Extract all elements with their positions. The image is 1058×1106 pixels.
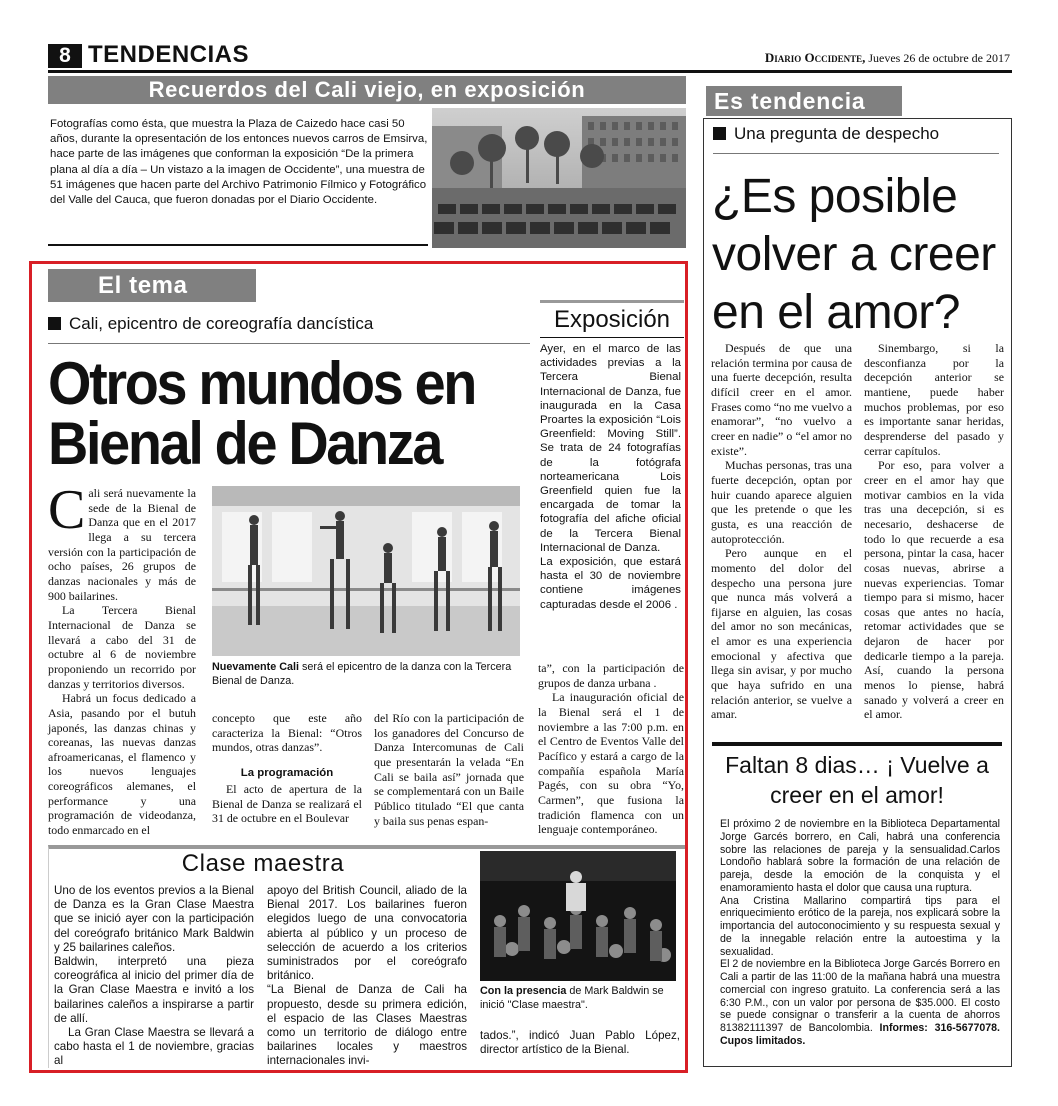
dancers-photo-caption	[212, 661, 522, 688]
header-rule	[48, 70, 1012, 73]
body-paragraph: La Tercera Bienal Internacional de Danza se llevará a cabo del 31 de octubre al 6 de noviembre proponiendo un recorrido por danzas y territorios diversos.	[48, 603, 196, 691]
el-tema-kicker	[48, 314, 373, 334]
clase-maestra-column-2	[267, 884, 467, 1069]
faltan-title: Faltan 8 dias… ¡ Vuelve a creer en el amor!	[725, 752, 989, 808]
publication-name: Diario Occidente,	[764, 50, 866, 65]
caption-text: de Mark Baldwin se inició "Clase maestra".	[480, 985, 664, 1011]
dancers-photo	[212, 486, 520, 656]
es-tendencia-column-1	[711, 341, 852, 722]
clase-maestra-caption	[480, 985, 680, 1012]
el-tema-label: El tema	[48, 269, 256, 302]
body-paragraph: tados.”, indicó Juan Pablo López, director artístico de la Bienal.	[480, 1029, 680, 1057]
square-bullet-icon	[48, 317, 61, 330]
square-bullet-icon	[713, 127, 726, 140]
article-column-3	[374, 711, 524, 828]
body-paragraph: Por eso, para volver a creer en el amor hay que motivar cambios en la vida tras una decepción, si es necesario, deshacerse de todo lo que recuerde a esa persona, pintar la casa, hacer cosas nuevas, abrirse a nuevas experiencias. Tomar tiempo para si mismo, hacer cosas que antes no hacía, retomar actividades que se dejaron de hacer por dedicarle tiempo a la pareja. Así, cuando la persona menos lo piense, habrá sanado y volverá a creer en el amor.	[864, 458, 1004, 722]
recuerdos-rule	[48, 244, 428, 246]
plaza-caizedo-photo	[432, 108, 686, 248]
headline: Otros mundos en Bienal de Danza	[48, 350, 476, 477]
article-column-2	[212, 711, 362, 826]
body-paragraph: ta”, con la participación de grupos de danza urbana .	[538, 661, 684, 690]
exposicion-paragraph: Ayer, en el marco de las actividades previas a la Tercera Bienal Internacional de Danza, fue inaugurada en la Casa Proartes la exposición “Lois Greenfield: Moving Still”. Se trata de 24 fotografías de la fotógrafa norteamericana Lois Greenfield quien fue la encargada de tomar la fotografía del afiche oficial de la Tercera Bienal Internacional de Danza.	[540, 343, 681, 554]
body-paragraph: El acto de apertura de la Bienal de Danza se realizará el 31 de octubre en el Boulevar	[212, 781, 362, 826]
drop-cap: C	[48, 479, 86, 541]
body-paragraph: La inauguración oficial de la Bienal será el 1 de noviembre a las 7:00 p.m. en el Centro de Eventos Valle del Pacífico y estará a cargo de la compañía española María Pagés, con su obra “Yo, Carmen”, que fusiona la tradición flamenca con un lenguaje contemporáneo.	[538, 690, 684, 837]
body-paragraph: El próximo 2 de noviembre en la Biblioteca Departamental Jorge Garcés borrero, en Cali, habrá una conferencia sobre las relaciones de pareja y la sensualidad.Carlos Londoño hablará sobre la formación de una relación de pareja, desde la emoción de la conquista y el enamoramiento hasta el dolor que causa una ruptura.	[720, 818, 1000, 894]
es-tendencia-rule	[713, 153, 999, 154]
faltan-details: El 2 de noviembre en la Biblioteca Jorge Garcés Borrero en Cali a partir de las 11:00 de la mañana habrá una muestra comercial con ingreso gratuito. La conferencia será a las 6:30 P.M., con un valor por persona de $35.000. El costo se puede consignar o transferir a la cuenta de ahorros 81382111397 de Bancolombia.	[720, 958, 1000, 1034]
es-tendencia-headline: ¿Es posible volver a creer en el amor?	[712, 170, 996, 339]
body-paragraph: concepto que este año caracteriza la Bienal: “Otros mundos, otras danzas”.	[212, 711, 362, 755]
issue-date: Jueves 26 de octubre de 2017	[865, 51, 1010, 65]
exposicion-paragraph: La exposición, que estará hasta el 30 de noviembre contiene imágenes capturadas desde el 2006 .	[540, 556, 681, 611]
recuerdos-text: Fotografías como ésta, que muestra la Plaza de Caizedo hace casi 50 años, durante la opresentación de los entonces nuevos carros de Emsirva, hace parte de las imágenes que conforman la exposición “De la primera plana al día a día – Un vistazo a la imagen de Occidente”, una muestra de 51 imágenes que hacen parte del Archivo Patrimonio Fílmico y Fotográfico del Valle del Cauca, que fueron donadas por el Diario Occidente.	[50, 118, 428, 207]
es-tendencia-label: Es tendencia	[706, 86, 902, 116]
clase-maestra-column-1	[54, 884, 254, 1069]
clase-maestra-photo	[480, 851, 676, 981]
clase-maestra-title: Clase maestra	[181, 850, 345, 877]
faltan-contact: Informes: 316-5677078. Cupos limitados.	[720, 1022, 1000, 1047]
caption-text: será el epicentro de la danza con la Tercera Bienal de Danza.	[212, 661, 512, 687]
body-paragraph: Ana Cristina Mallarino compartirá tips para el enriquecimiento erótico de la pareja, nos explicará sobre la importancia del autoconocimiento y su respuesta sexual y de la innegable relación entre la autoestima y la sexualidad.	[720, 894, 1000, 958]
body-paragraph: Después de que una relación termina por causa de una fuerte decepción, resulta difícil creer en el amor. Frases como “no me vuelvo a enamorar”, “no vuelvo a creer en nadie” o “el amor no existe”.	[711, 341, 852, 458]
body-paragraph: “La Bienal de Danza de Cali ha propuesto, desde su primera edición, el espacio de las Clases Maestras como un territorio de diálogo entre bailarines locales y maestros internacionales invi-	[267, 983, 467, 1068]
programacion-heading: La programación	[240, 766, 334, 779]
article-continuation	[538, 661, 684, 837]
exposicion-top-rule	[540, 300, 684, 303]
body-paragraph: Sinembargo, si la desconfianza por la decepción anterior se mantiene, puede haber muchos problemas, por eso es importante sanar heridas, desprenderse del pasado y cerrar capítulos.	[864, 341, 1004, 458]
body-paragraph: La Gran Clase Maestra se llevará a cabo hasta el 1 de noviembre, gracias al	[54, 1026, 254, 1068]
clase-maestra-continuation	[480, 1029, 680, 1057]
exposicion-rule	[540, 337, 684, 338]
body-paragraph: Habrá un focus dedicado a Asia, pasando por el butuh japonés, las danzas chinas y coreanas, las nuevas danzas afroamericanas, el flamenco y los nuevos lenguajes coreográficos alemanes, el performance y una programación de videodanza, todo enmarcado en el	[48, 691, 196, 838]
masthead	[765, 50, 1010, 66]
body-paragraph: Baldwin, interpretó una pieza coreográfica al inicio del primer día de la Gran Clase Maestra e invitó a los bailarines caleños a inspirarse a partir de allí.	[54, 955, 254, 1025]
article-column-1	[48, 479, 196, 838]
el-tema-kicker-text: Cali, epicentro de coreografía dancística	[69, 314, 374, 333]
recuerdos-title: Recuerdos del Cali viejo, en exposición	[48, 76, 686, 104]
body-paragraph: apoyo del British Council, aliado de la Bienal 2017. Los bailarines fueron elegidos luego de una convocatoria abierta al público y un proceso de selección de acuerdo a los criterios suministrados por el coreógrafo británico.	[267, 884, 467, 983]
body-paragraph: del Río con la participación de los ganadores del Concurso de Danza Intercomunas de Cali que presentarán la velada “En Cali se baila así” jornada que se complementará con un Baile Público titulado “El que canta y baila sus penas espan-	[374, 711, 524, 828]
lead-paragraph	[48, 479, 196, 603]
body-paragraph: Muchas personas, tras una fuerte decepción, optan por huir cuando aparece alguien que les pretende o que les gusta, es una reacción de autoprotección.	[711, 458, 852, 546]
body-paragraph: Pero aunque en el momento del dolor del despecho una persona jure que nunca más volverá a fijarse en alguien, las cosas del amor no son mecánicas, el amor es una experiencia emocional y afectiva que llega sin avisar, y por mucho que haya sufrido en una relación anterior, se vuelve a amar.	[711, 546, 852, 722]
exposicion-title: Exposición	[553, 306, 671, 333]
es-tendencia-kicker	[713, 124, 939, 144]
exposicion-text	[540, 342, 681, 612]
body-paragraph	[720, 958, 1000, 1047]
faltan-rule	[712, 742, 1002, 746]
lead-text: ali será nuevamente la sede de la Bienal de Danza que en el 2017 llega a su tercera versión con la participación de ocho países, 26 grupos de danzas nacionales y más de 900 bailarines.	[48, 486, 196, 603]
body-paragraph: Uno de los eventos previos a la Bienal de Danza es la Gran Clase Maestra que se inició ayer con la participación del coreógrafo británico Mark Baldwin y 25 bailarines caleños.	[54, 884, 254, 954]
section-title: TENDENCIAS	[88, 41, 250, 68]
es-tendencia-frame-edge	[703, 118, 704, 1067]
es-tendencia-column-2	[864, 341, 1004, 722]
caption-lead: Con la presencia	[480, 985, 567, 997]
kicker-rule	[48, 343, 530, 344]
faltan-text	[720, 818, 1000, 1048]
caption-lead: Nuevamente Cali	[212, 661, 300, 673]
page-number: 8	[48, 44, 82, 68]
es-tendencia-kicker-text: Una pregunta de despecho	[734, 124, 940, 143]
